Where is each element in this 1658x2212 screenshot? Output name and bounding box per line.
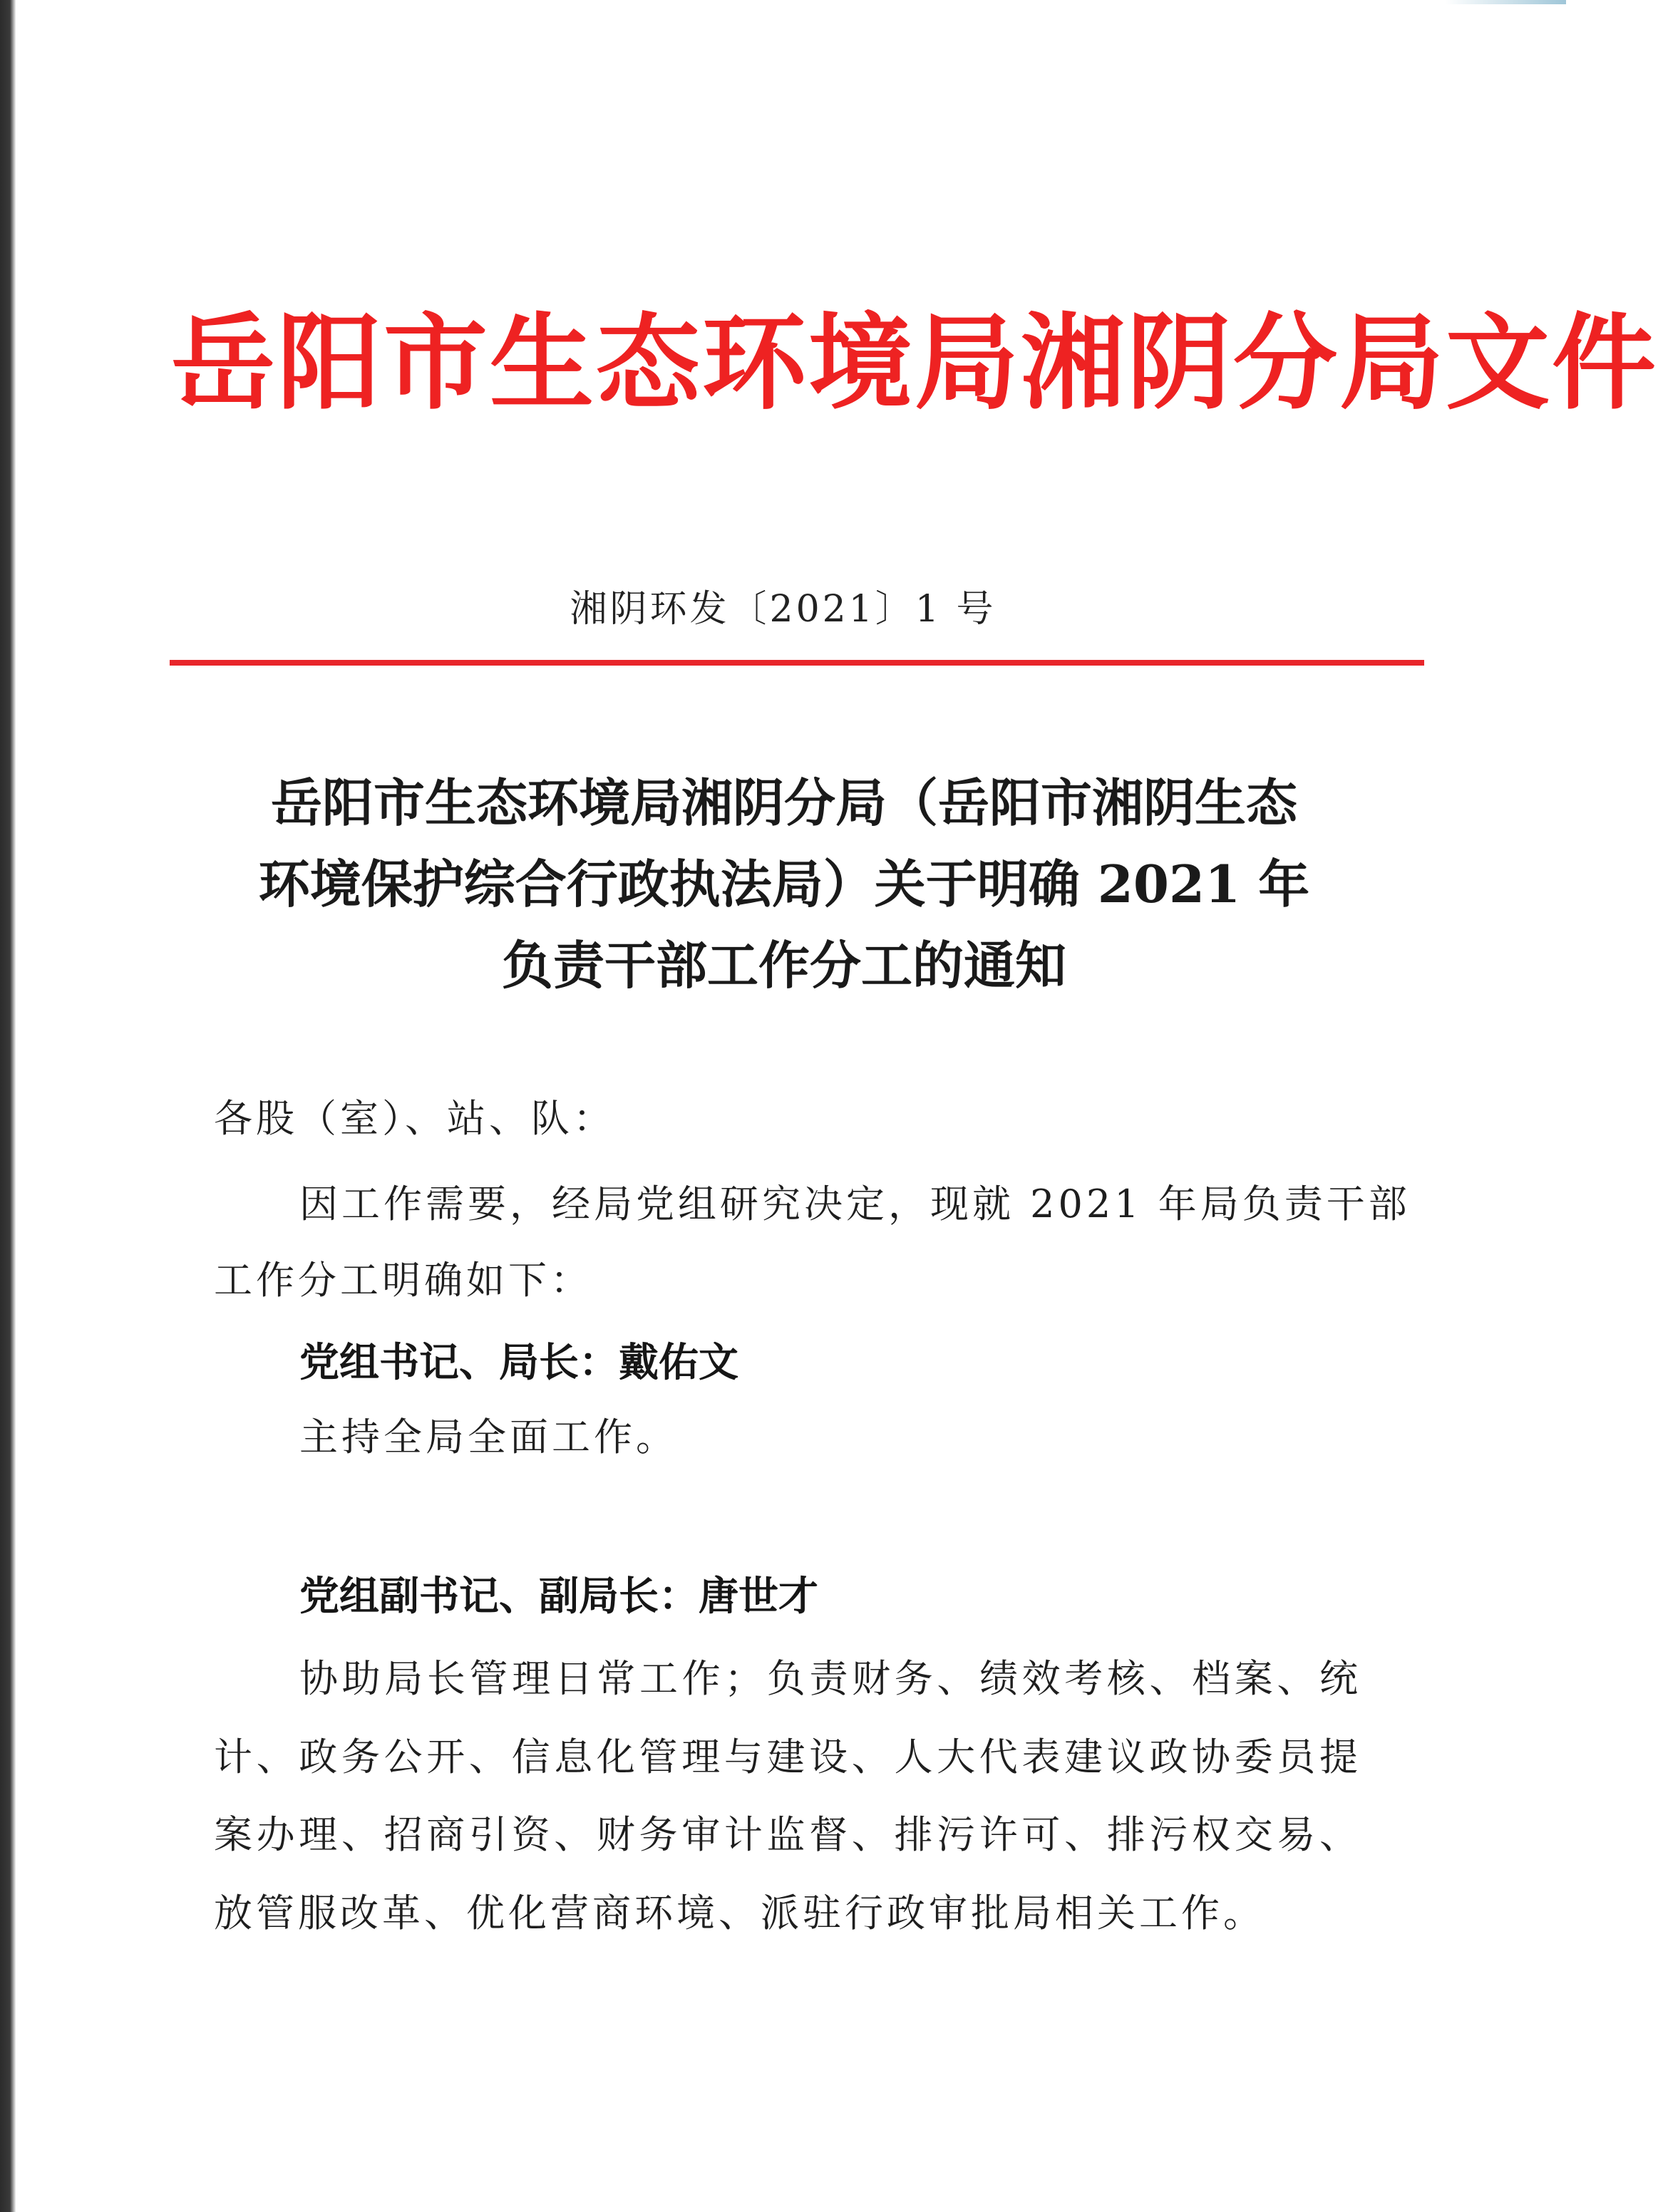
scan-edge-shadow — [0, 0, 16, 2212]
duty-line: 案办理、招商引资、财务审计监督、排污许可、排污权交易、 — [214, 1812, 1361, 1857]
salutation: 各股（室）、站、队： — [214, 1096, 615, 1141]
title-line: 环境保护综合行政执法局）关于明确 2021 年 — [258, 854, 1310, 914]
document-title — [200, 763, 1369, 1006]
duty-line: 主持全局全面工作。 — [299, 1415, 678, 1459]
role-heading: 党组书记、局长：戴佑文 — [299, 1339, 738, 1386]
duty-line: 协助局长管理日常工作；负责财务、绩效考核、档案、统 — [299, 1656, 1361, 1701]
intro-line: 工作分工明确如下： — [214, 1258, 592, 1303]
masthead-title: 岳阳市生态环境局湘阴分局文件 — [171, 302, 1658, 424]
red-separator-line — [170, 660, 1424, 666]
document-number: 湘阴环发〔2021〕1 号 — [570, 588, 997, 631]
role-heading: 党组副书记、副局长：唐世才 — [299, 1573, 818, 1620]
scan-corner-mark — [1445, 0, 1566, 4]
intro-line: 因工作需要，经局党组研究决定，现就 2021 年局负责干部 — [299, 1182, 1411, 1226]
duty-line: 计、政务公开、信息化管理与建设、人大代表建议政协委员提 — [214, 1735, 1361, 1779]
duty-line: 放管服改革、优化营商环境、派驻行政审批局相关工作。 — [214, 1891, 1265, 1936]
title-line: 岳阳市生态环境局湘阴分局（岳阳市湘阴生态 — [270, 772, 1297, 833]
title-line: 负责干部工作分工的通知 — [501, 935, 1066, 996]
